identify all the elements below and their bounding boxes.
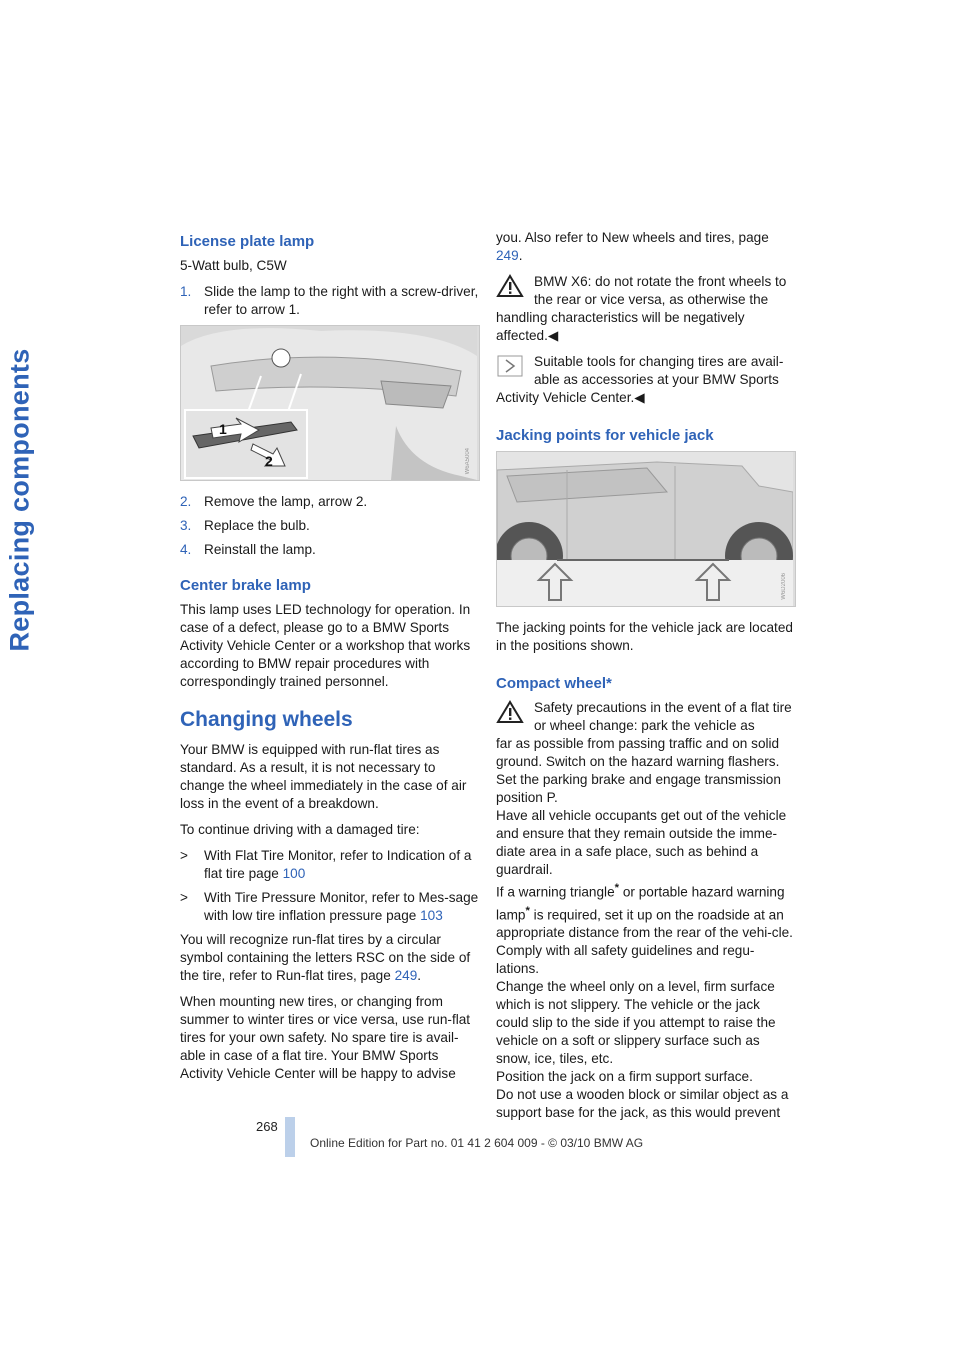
step-4 <box>180 541 480 559</box>
page-link-100[interactable]: 100 <box>282 866 306 881</box>
mounting-paragraph: When mounting new tires, or changing from summer to winter tires or vice versa, use run-flat tires for your own safety. No spare tire is avail-able in case of a flat tire. Your BMW Sports Activity Vehicle Center will be happy to advise <box>180 994 471 1081</box>
warning-text-d <box>496 879 796 978</box>
warning-body <box>496 735 796 1122</box>
bullet-text <box>204 847 480 883</box>
note-arrow-icon <box>496 354 524 378</box>
sidebar-title <box>0 230 40 770</box>
asterisk: * <box>525 904 530 917</box>
page-number: 268 <box>256 1119 278 1134</box>
bullet-mark: > <box>180 848 188 863</box>
column-right <box>496 225 796 1122</box>
damaged-tire-intro: To continue driving with a damaged tire: <box>180 822 420 837</box>
column-left <box>180 225 480 1091</box>
step-text: Slide the lamp to the right with a screw-driver, refer to arrow 1. <box>204 284 479 317</box>
footer-text: Online Edition for Part no. 01 41 2 604 009 - © 03/10 BMW AG <box>310 1136 644 1150</box>
bullet-flat-tire-monitor <box>180 847 480 883</box>
jacking-points-text: The jacking points for the vehicle jack are located in the positions shown. <box>496 620 793 653</box>
warning-text-a: BMW X6: do not rotate the front wheels to the rear or vice versa, as otherwise the <box>534 274 787 307</box>
step-number: 1. <box>180 284 192 299</box>
note-text-a: Suitable tools for changing tires are avail-able as accessories at your BMW Sports <box>534 354 784 387</box>
warning-text-a: Safety precautions in the event of a flat tire or wheel change: park the vehicle as <box>534 700 792 733</box>
warning-text-b: far as possible from passing traffic and on solid ground. Switch on the hazard warning flashers. Set the parking brake and engage transmission position P. <box>496 736 781 805</box>
warning-front-wheels <box>496 273 796 309</box>
warning-text-f: Position the jack on a firm support surface. <box>496 1069 753 1085</box>
warning-d-part1: If a warning triangle <box>496 884 615 900</box>
warning-text-g: Do not use a wooden block or similar object as a support base for the jack, as this would prevent <box>496 1087 789 1121</box>
license-plate-lamp-heading: License plate lamp <box>180 233 315 250</box>
bullet-text <box>204 889 480 925</box>
continued-paragraph <box>496 229 796 265</box>
warning-d-part3: is required, set it up on the roadside at an appropriate distance from the rear of the vehi-cle. Comply with all safety guidelines and regu-lations. <box>496 907 793 977</box>
sidebar-title-text: Replacing components <box>4 348 35 652</box>
run-flat-paragraph: Your BMW is equipped with run-flat tires as standard. As a result, it is not necessary to change the wheel immediately in the case of air loss in the event of a breakdown. <box>180 742 467 811</box>
license-plate-lamp-figure <box>180 325 480 481</box>
end-mark: ◀ <box>547 328 559 343</box>
warning-text-e: Change the wheel only on a level, firm surface which is not slippery. The vehicle or the jack could slip to the side if you attempt to raise the vehicle on a soft or slippery surface such as snow, ice, tiles, etc. <box>496 979 776 1067</box>
rsc-end: . <box>417 968 422 983</box>
bullet-text-body: With Tire Pressure Monitor, refer to Mes-sage with low tire inflation pressure page <box>204 890 479 923</box>
page-link-103[interactable]: 103 <box>420 908 443 923</box>
note-tools <box>496 353 796 389</box>
figure-label-2: 2 <box>265 453 273 469</box>
jacking-points-figure <box>496 451 796 607</box>
footer-bar <box>285 1117 295 1157</box>
continued-text: you. Also refer to New wheels and tires, page <box>496 230 769 245</box>
warning-safety-precautions <box>496 699 796 735</box>
step-text: Remove the lamp, arrow 2. <box>204 494 368 509</box>
warning-text-c: Have all vehicle occupants get out of the vehicle and ensure that they remain outside the imme-diate area in a safe place, such as behind a guardrail. <box>496 808 787 877</box>
step-text: Replace the bulb. <box>204 518 310 533</box>
end-mark: ◀ <box>634 390 645 405</box>
warning-text-continued <box>496 309 796 345</box>
center-brake-lamp-heading: Center brake lamp <box>180 577 311 594</box>
center-brake-lamp-text: This lamp uses LED technology for operation. In case of a defect, please go to a BMW Sports Activity Vehicle Center or a workshop that works according to BMW repair procedures with correspondingly trained personnel. <box>180 602 471 689</box>
step-text: Reinstall the lamp. <box>204 542 316 557</box>
bullet-text-body: With Flat Tire Monitor, refer to Indication of a flat tire page <box>204 848 472 881</box>
car-side-illustration <box>497 452 793 606</box>
rsc-paragraph <box>180 931 480 985</box>
step-2 <box>180 493 480 511</box>
note-text-b: Activity Vehicle Center. <box>496 390 635 405</box>
step-number: 3. <box>180 518 192 533</box>
compact-wheel-heading: Compact wheel* <box>496 675 612 692</box>
page-link-249-b[interactable]: 249 <box>496 248 519 263</box>
step-number: 2. <box>180 494 192 509</box>
rsc-text: You will recognize run-flat tires by a circular symbol containing the letters RSC on the side of the tire, refer to Run-flat tires, page <box>180 932 471 983</box>
figure-label-1: 1 <box>219 421 227 437</box>
warning-text-b: handling characteristics will be negatively affected. <box>496 310 745 343</box>
figure-code: W6D2006 <box>781 573 787 600</box>
step-3 <box>180 517 480 535</box>
jacking-points-heading: Jacking points for vehicle jack <box>496 427 714 444</box>
bullet-mark: > <box>180 890 188 905</box>
page-link-249[interactable]: 249 <box>394 968 418 983</box>
step-number: 4. <box>180 542 192 557</box>
car-rear-illustration <box>181 326 477 480</box>
continued-end: . <box>518 248 523 263</box>
bulb-spec: 5-Watt bulb, C5W <box>180 258 287 273</box>
warning-triangle-icon <box>496 274 524 298</box>
warning-d-part2: or portable hazard warning lamp <box>496 884 785 923</box>
bullet-tire-pressure-monitor <box>180 889 480 925</box>
warning-triangle-icon <box>496 700 524 724</box>
step-1 <box>180 283 480 319</box>
note-text-continued <box>496 389 796 407</box>
changing-wheels-heading: Changing wheels <box>180 708 353 731</box>
figure-code: W6A5004 <box>465 447 471 474</box>
asterisk: * <box>614 882 620 894</box>
